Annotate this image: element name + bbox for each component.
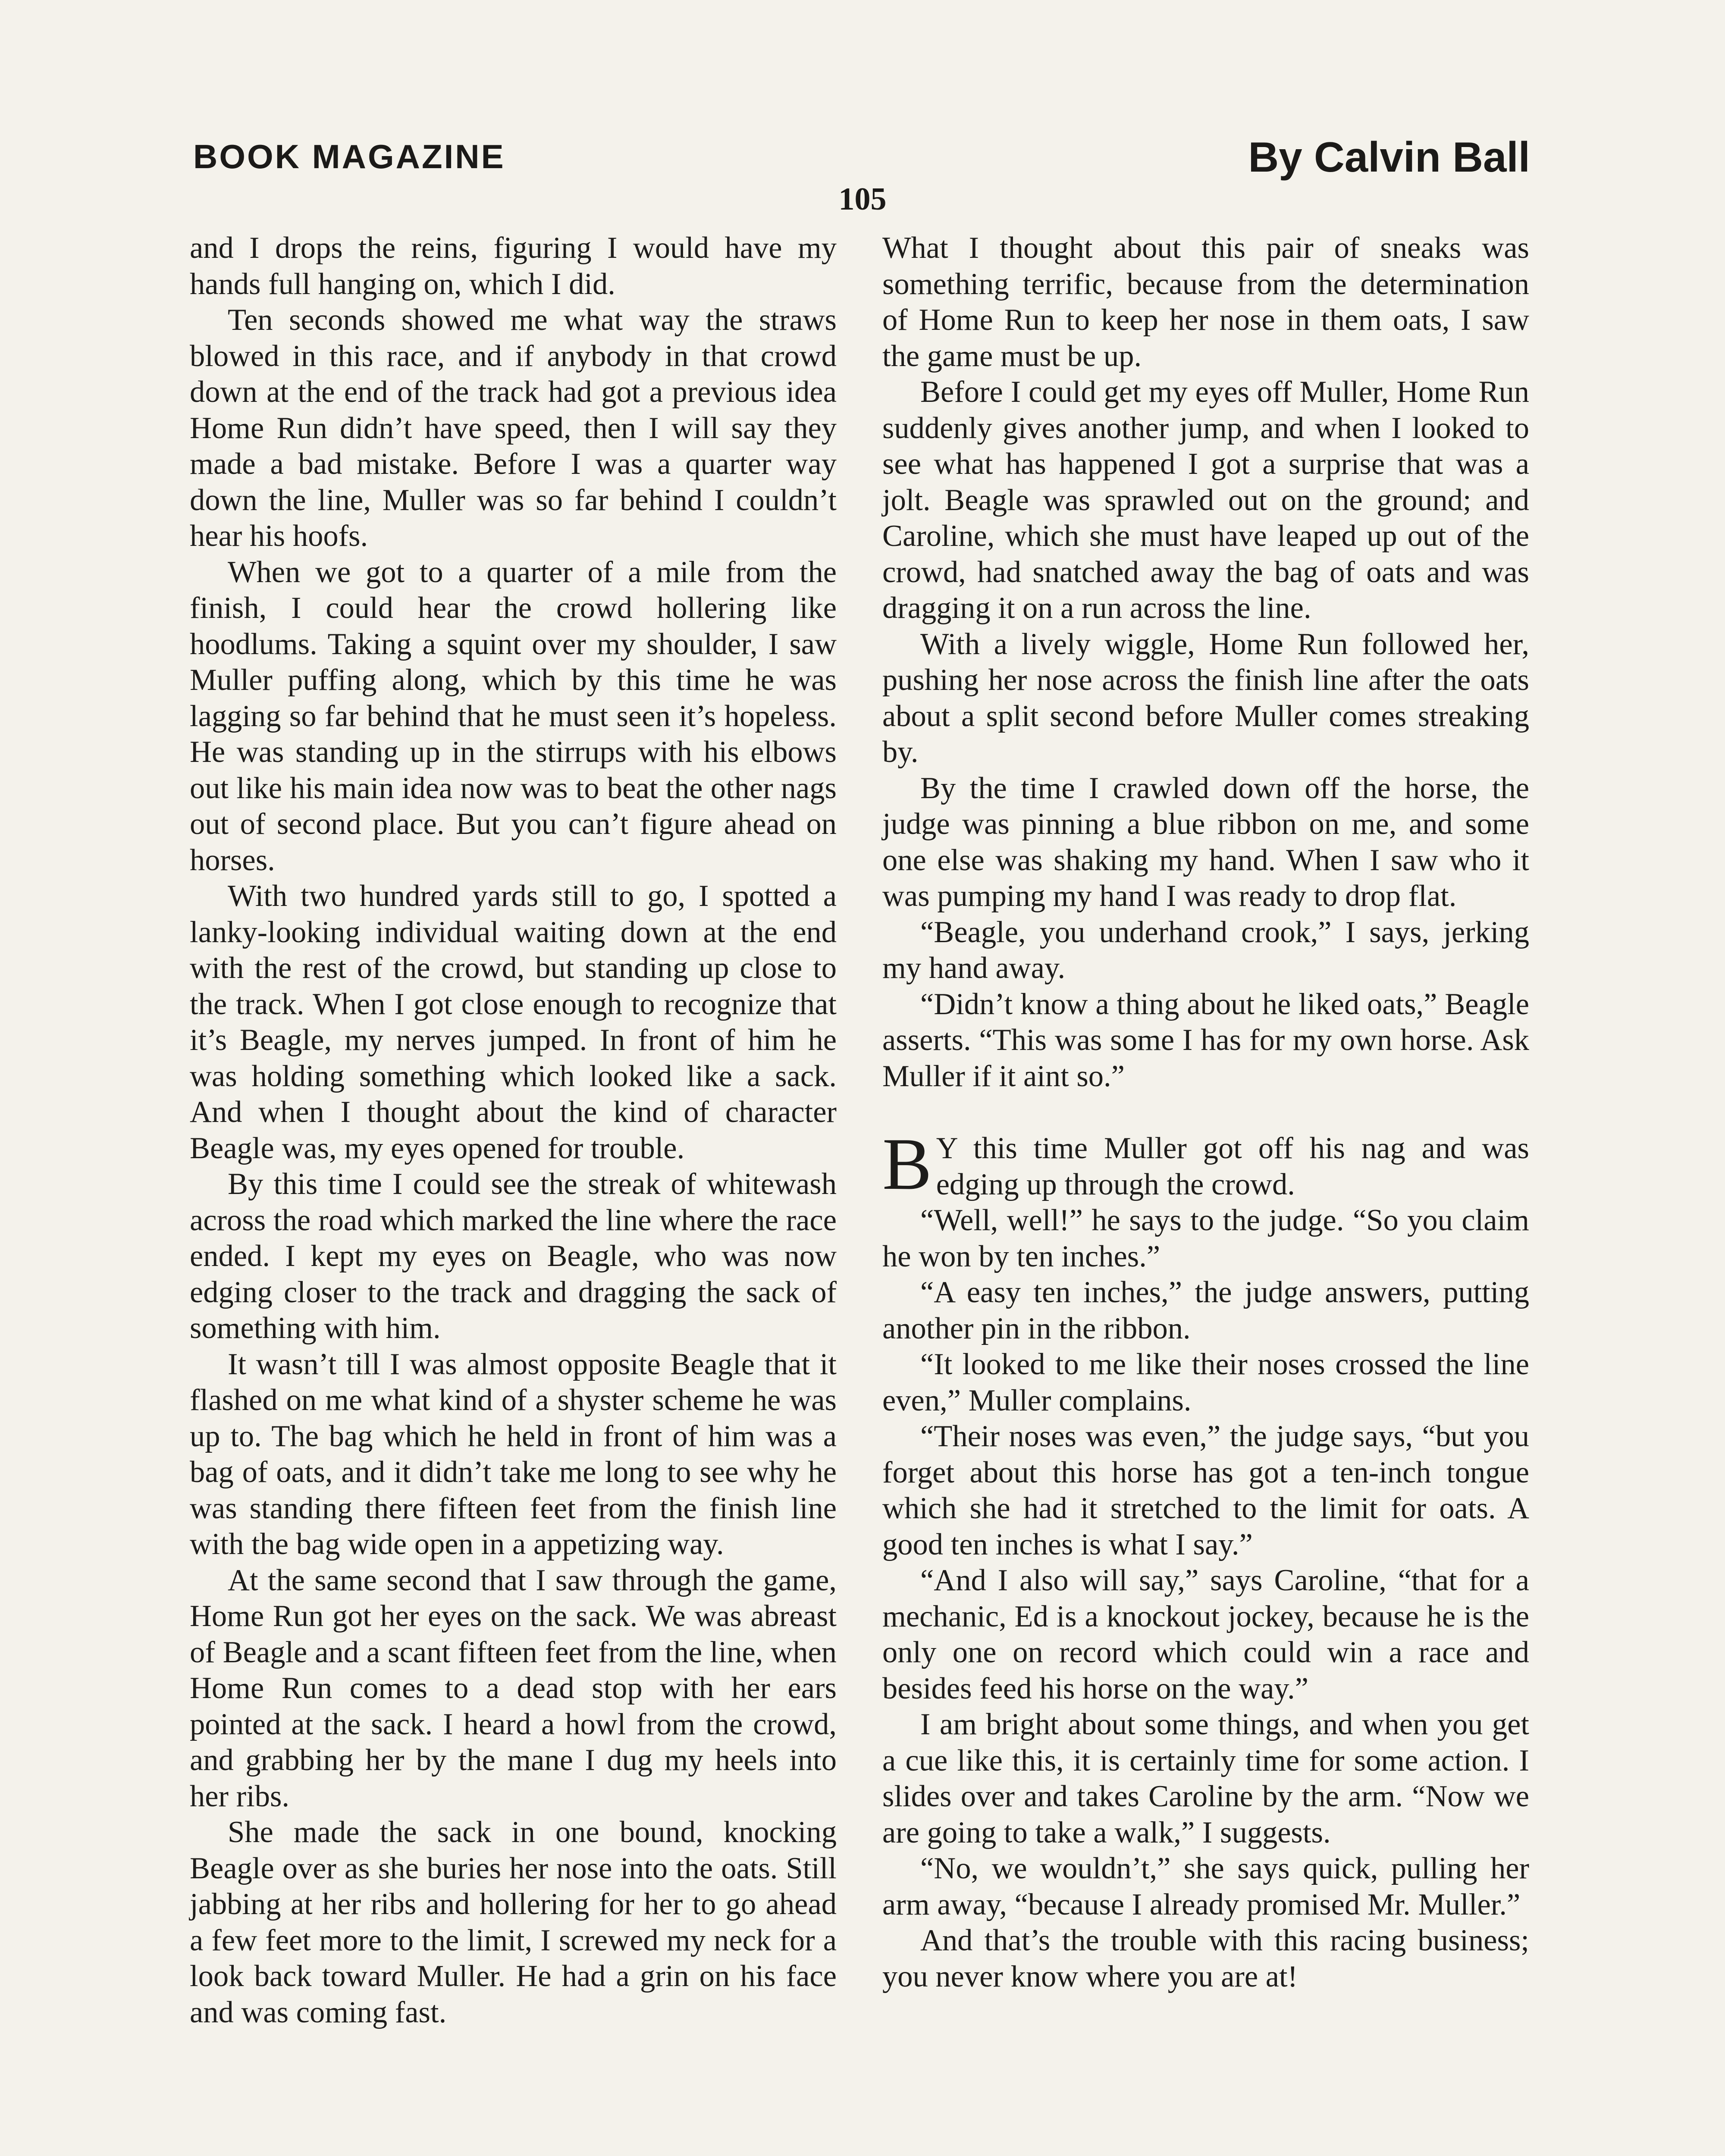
paragraph: “Didn’t know a thing about he liked oats,” Beagle asserts. “This was some I has for my own horse. Ask Muller if it aint so.” [882,987,1529,1093]
paragraph: Ten seconds showed me what way the straws blowed in this race, and if anybody in that crowd down at the end of the track had got a previous idea Home Run didn’t have speed, then I will say they made a bad mistake. Before I was a quarter way down the line, Muller was so far behind I couldn’t hear his hoofs. [190,303,837,553]
paragraph: “Their noses was even,” the judge says, “but you forget about this horse has got a ten-inch tongue which she had it stretched to the limit for oats. A good ten inches is what I say.” [882,1420,1529,1561]
paragraph: She made the sack in one bound, knocking Beagle over as she buries her nose into the oats. Still jabbing at her ribs and hollering for her to go ahead a few feet more to the limit, I screwed my neck for a look back toward Muller. He had a grin on his face and was coming fast. [190,1815,837,2029]
paragraph: “Beagle, you underhand crook,” I says, jerking my hand away. [882,915,1529,985]
left-column [190,230,837,2031]
paragraph: By this time I could see the streak of whitewash across the road which marked the line where the race ended. I kept my eyes on Beagle, who was now edging closer to the track and dragging the sack of something with him. [190,1167,837,1345]
paragraph: And that’s the trouble with this racing business; you never know where you are at! [882,1924,1529,1993]
dropcap-paragraph [882,1123,1529,1205]
dropcap-letter: B [882,1123,932,1205]
paragraph: “A easy ten inches,” the judge answers, putting another pin in the ribbon. [882,1275,1529,1345]
paragraph: What I thought about this pair of sneaks was something terrific, because from the determination of Home Run to keep her nose in them oats, I saw the game must be up. [882,231,1529,373]
paragraph: “Well, well!” he says to the judge. “So you claim he won by ten inches.” [882,1203,1529,1273]
paragraph: At the same second that I saw through the game, Home Run got her eyes on the sack. We was abreast of Beagle and a scant fifteen feet from the line, when Home Run comes to a dead stop with her ears pointed at the sack. I heard a howl from the crowd, and grabbing her by the mane I dug my heels into her ribs. [190,1563,837,1813]
paragraph: It wasn’t till I was almost opposite Beagle that it flashed on me what kind of a shyster scheme he was up to. The bag which he held in front of him was a bag of oats, and it didn’t take me long to see why he was standing there fifteen feet from the finish line with the bag wide open in a appetizing way. [190,1347,837,1561]
paragraph: With two hundred yards still to go, I spotted a lanky-looking individual waiting down at the end with the rest of the crowd, but standing up close to the track. When I got close enough to recognize that it’s Beagle, my nerves jumped. In front of him he was holding something which looked like a sack. And when I thought about the kind of character Beagle was, my eyes opened for trouble. [190,879,837,1165]
paragraph: Before I could get my eyes off Muller, Home Run suddenly gives another jump, and when I looked to see what has happened I got a surprise that was a jolt. Beagle was sprawled out on the ground; and Caroline, which she must have leaped up out of the crowd, had snatched away the bag of oats and was dragging it on a run across the line. [882,375,1529,625]
section-break [882,1094,1529,1131]
paragraph: “It looked to me like their noses crossed the line even,” Muller complains. [882,1348,1529,1417]
paragraph: “And I also will say,” says Caroline, “that for a mechanic, Ed is a knockout jockey, because he is the only one on record which could win a race and besides feed his horse on the way.” [882,1564,1529,1705]
paragraph: and I drops the reins, figuring I would have my hands full hanging on, which I did. [190,231,837,301]
dropcap-text: Y this time Muller got off his nag and was edging up through the crowd. [936,1131,1529,1201]
paragraph: By the time I crawled down off the horse, the judge was pinning a blue ribbon on me, and some one else was shaking my hand. When I saw who it was pumping my hand I was ready to drop flat. [882,771,1529,913]
paragraph: I am bright about some things, and when you get a cue like this, it is certainly time for some action. I slides over and takes Caroline by the arm. “Now we are going to take a walk,” I suggests. [882,1708,1529,1849]
page-number: 105 [838,182,887,217]
publication-title: BOOK MAGAZINE [193,138,505,175]
right-column [882,230,1529,1995]
paragraph: When we got to a quarter of a mile from the finish, I could hear the crowd hollering like hoodlums. Taking a squint over my shoulder, I saw Muller puffing along, which by this time he was lagging so far behind that he must seen it’s hopeless. He was standing up in the stirrups with his elbows out like his main idea now was to beat the other nags out of second place. But you can’t figure ahead on horses. [190,555,837,877]
paragraph: With a lively wiggle, Home Run followed her, pushing her nose across the finish line after the oats about a split second before Muller comes streaking by. [882,627,1529,769]
paragraph: “No, we wouldn’t,” she says quick, pulling her arm away, “because I already promised Mr. Muller.” [882,1852,1529,1921]
author-byline: By Calvin Ball [1248,133,1530,181]
